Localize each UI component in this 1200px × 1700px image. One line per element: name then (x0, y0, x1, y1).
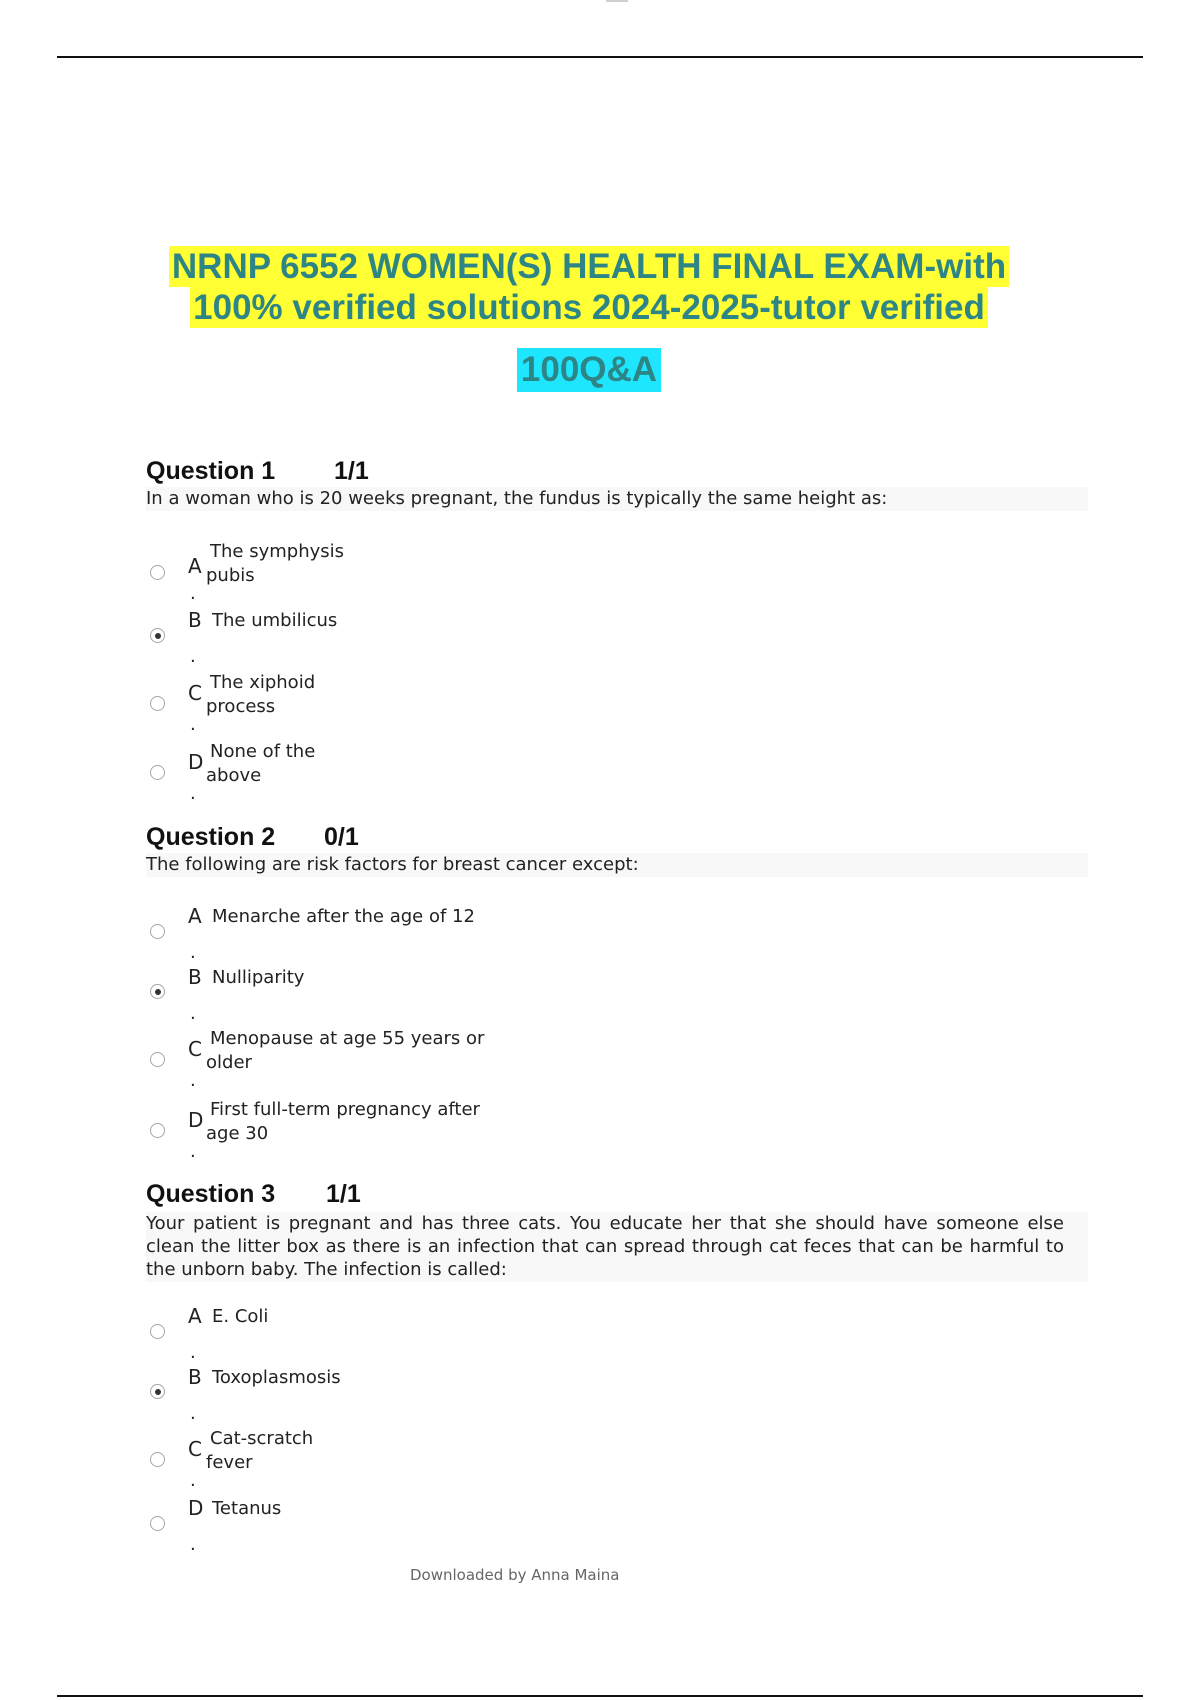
question-1-option-b[interactable] (146, 608, 646, 670)
option-label-line1: Menopause at age 55 years or (210, 1028, 485, 1049)
top-edge-mark (606, 0, 628, 2)
option-letter: A (188, 554, 202, 578)
subtitle: 100Q&A (517, 348, 661, 392)
option-dot: . (190, 783, 196, 804)
option-letter: A (188, 1304, 202, 1328)
option-dot: . (190, 1342, 196, 1363)
option-label (206, 740, 360, 788)
option-label (206, 671, 360, 719)
question-1-header (146, 457, 369, 486)
footer-rule (57, 1695, 1143, 1697)
option-label: Tetanus (212, 1498, 282, 1519)
title-line-1: NRNP 6552 WOMEN(S) HEALTH FINAL EXAM-with (169, 246, 1009, 287)
option-letter: B (188, 608, 202, 632)
radio-button[interactable] (150, 924, 165, 939)
option-label-line1: The symphysis (210, 541, 345, 562)
question-2-text: The following are risk factors for breast cancer except: (146, 853, 1088, 877)
header-rule (57, 56, 1143, 58)
option-label (206, 1427, 360, 1475)
option-label-line2: fever (206, 1452, 253, 1473)
question-label: Question 3 (146, 1180, 276, 1208)
option-letter: C (188, 681, 202, 705)
question-3-option-a[interactable] (146, 1304, 646, 1366)
question-3-option-b[interactable] (146, 1365, 646, 1427)
question-2-option-a[interactable] (146, 904, 646, 966)
option-letter: B (188, 965, 202, 989)
question-3-header (146, 1180, 361, 1209)
option-dot: . (190, 714, 196, 735)
option-letter: C (188, 1037, 202, 1061)
question-1-option-d[interactable] (146, 740, 646, 802)
option-letter: D (188, 750, 204, 774)
radio-button[interactable] (150, 1052, 165, 1067)
radio-button[interactable] (150, 1324, 165, 1339)
option-label-line2: above (206, 765, 262, 786)
option-label (206, 540, 360, 588)
download-footer: Downloaded by Anna Maina (410, 1566, 620, 1584)
subtitle-block (0, 348, 1178, 392)
question-1-option-a[interactable] (146, 540, 646, 602)
option-dot: . (190, 583, 196, 604)
option-dot: . (190, 646, 196, 667)
option-label: Menarche after the age of 12 (212, 906, 475, 927)
radio-button[interactable] (150, 1123, 165, 1138)
radio-button[interactable] (150, 1516, 165, 1531)
question-score: 1/1 (334, 457, 369, 485)
radio-button-selected[interactable] (150, 984, 165, 999)
radio-button-selected[interactable] (150, 628, 165, 643)
option-label-line1: First full-term pregnancy after (210, 1099, 480, 1120)
radio-button[interactable] (150, 696, 165, 711)
document-title (0, 246, 1178, 328)
option-dot: . (190, 942, 196, 963)
option-letter: A (188, 904, 202, 928)
question-3-option-c[interactable] (146, 1427, 646, 1489)
question-2-option-c[interactable] (146, 1027, 646, 1089)
option-dot: . (190, 1003, 196, 1024)
question-1-option-c[interactable] (146, 671, 646, 733)
option-label-line2: age 30 (206, 1123, 269, 1144)
option-dot: . (190, 1070, 196, 1091)
radio-button-selected[interactable] (150, 1384, 165, 1399)
option-letter: C (188, 1437, 202, 1461)
option-letter: B (188, 1365, 202, 1389)
question-label: Question 1 (146, 457, 276, 485)
radio-button[interactable] (150, 765, 165, 780)
title-line-2: 100% verified solutions 2024-2025-tutor verified (190, 287, 988, 328)
option-dot: . (190, 1141, 196, 1162)
question-score: 0/1 (324, 823, 359, 851)
radio-button[interactable] (150, 1452, 165, 1467)
option-label-line1: None of the (210, 741, 316, 762)
option-label-line2: older (206, 1052, 252, 1073)
option-label (206, 1098, 540, 1146)
option-label-line2: pubis (206, 565, 255, 586)
radio-button[interactable] (150, 565, 165, 580)
option-label-line1: Cat-scratch (210, 1428, 314, 1449)
option-letter: D (188, 1496, 204, 1520)
question-score: 1/1 (326, 1180, 361, 1208)
question-3-option-d[interactable] (146, 1496, 646, 1558)
option-label-line1: The xiphoid (210, 672, 316, 693)
option-label: Nulliparity (212, 967, 305, 988)
option-dot: . (190, 1470, 196, 1491)
option-label: Toxoplasmosis (212, 1367, 341, 1388)
question-2-option-d[interactable] (146, 1098, 646, 1160)
option-dot: . (190, 1534, 196, 1555)
option-letter: D (188, 1108, 204, 1132)
option-label-line2: process (206, 696, 276, 717)
option-dot: . (190, 1403, 196, 1424)
option-label (206, 1027, 540, 1075)
question-3-text: Your patient is pregnant and has three cats. You educate her that she should have someone else clean the litter box as there is an infection that can spread through cat feces that can be harmful to the unborn baby. The infection is called: (146, 1212, 1088, 1282)
option-label: E. Coli (212, 1306, 269, 1327)
question-2-header (146, 823, 359, 852)
option-label: The umbilicus (212, 610, 338, 631)
question-label: Question 2 (146, 823, 276, 851)
question-2-option-b[interactable] (146, 965, 646, 1027)
question-1-text: In a woman who is 20 weeks pregnant, the fundus is typically the same height as: (146, 487, 1088, 511)
